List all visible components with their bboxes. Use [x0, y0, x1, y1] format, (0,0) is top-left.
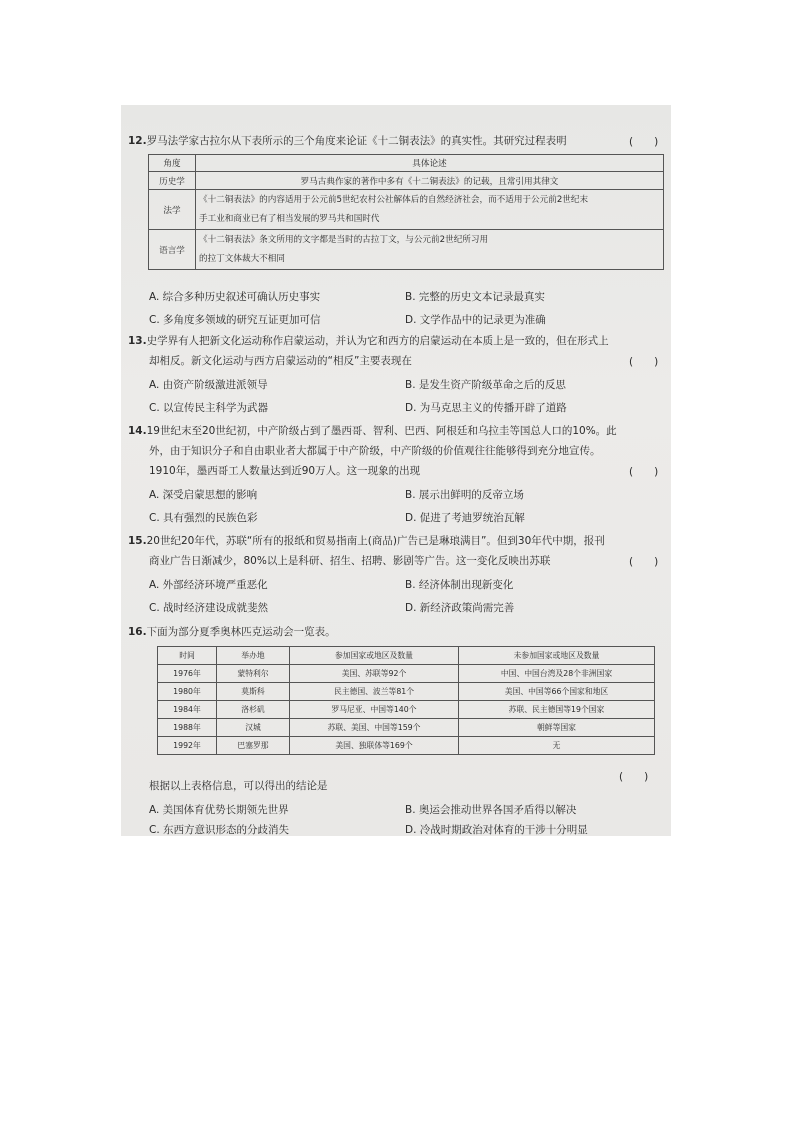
q14-stem-text: 19世纪末至20世纪初，中产阶级占到了墨西哥、智利、巴西、阿根廷和乌拉圭等国总人口的10%。此 — [146, 425, 617, 437]
table-cell: 1992年 — [158, 737, 217, 755]
q16-olympics-table — [157, 646, 655, 755]
table-cell: 罗马古典作家的著作中多有《十二铜表法》的记载，且常引用其律文 — [196, 172, 664, 190]
table-header-cell: 角度 — [149, 155, 196, 172]
q13-answer-paren: ( ) — [629, 356, 659, 368]
table-cell: 1976年 — [158, 665, 217, 683]
cell-line: 的拉丁文体裁大不相同 — [199, 253, 285, 264]
table-cell: 美国、中国等66个国家和地区 — [459, 683, 655, 701]
q16-conclusion: 根据以上表格信息，可以得出的结论是 — [149, 780, 328, 792]
table-cell: 罗马尼亚、中国等140个 — [290, 701, 459, 719]
q15-option-d[interactable]: D. 新经济政策尚需完善 — [405, 602, 515, 614]
table-header-row — [149, 155, 664, 172]
q16-option-d[interactable]: D. 冷战时期政治对体育的干涉十分明显 — [405, 824, 588, 836]
table-row — [149, 172, 664, 190]
table-header-cell: 举办地 — [217, 647, 290, 665]
cell-line: 手工业和商业已有了相当发展的罗马共和国时代 — [199, 213, 380, 224]
q14-stem-line: 1910年，墨西哥工人数量达到近90万人。这一现象的出现 — [149, 465, 421, 477]
table-header-cell: 未参加国家或地区及数量 — [459, 647, 655, 665]
table-cell: 蒙特利尔 — [217, 665, 290, 683]
table-cell: 历史学 — [149, 172, 196, 190]
q13-option-d[interactable]: D. 为马克思主义的传播开辟了道路 — [405, 402, 567, 414]
table-row — [158, 665, 655, 683]
q14-option-c[interactable]: C. 具有强烈的民族色彩 — [149, 512, 258, 524]
table-cell — [196, 230, 664, 270]
q16-option-a[interactable]: A. 美国体育优势长期领先世界 — [149, 804, 289, 816]
q14-number: 14. — [128, 425, 147, 437]
table-cell: 1988年 — [158, 719, 217, 737]
table-cell: 洛杉矶 — [217, 701, 290, 719]
table-cell: 苏联、民主德国等19个国家 — [459, 701, 655, 719]
table-cell: 美国、苏联等92个 — [290, 665, 459, 683]
table-cell — [196, 190, 664, 230]
table-row — [149, 230, 664, 270]
q15-stem-line — [128, 534, 605, 548]
scanned-exam-page — [121, 105, 671, 836]
q13-option-a[interactable]: A. 由资产阶级激进派领导 — [149, 379, 268, 391]
q15-option-a[interactable]: A. 外部经济环境严重恶化 — [149, 579, 268, 591]
q12-number: 12. — [128, 135, 147, 147]
table-row — [158, 683, 655, 701]
table-cell: 苏联、美国、中国等159个 — [290, 719, 459, 737]
cell-line: 《十二铜表法》条文所用的文字都是当时的古拉丁文，与公元前2世纪所习用 — [199, 234, 489, 245]
table-header-cell: 具体论述 — [196, 155, 664, 172]
table-header-row — [158, 647, 655, 665]
q16-option-c[interactable]: C. 东西方意识形态的分歧消失 — [149, 824, 290, 836]
table-cell: 巴塞罗那 — [217, 737, 290, 755]
table-cell: 中国、中国台湾及28个非洲国家 — [459, 665, 655, 683]
q16-answer-paren: ( ) — [619, 771, 649, 783]
table-row — [158, 719, 655, 737]
q13-option-b[interactable]: B. 是发生资产阶级革命之后的反思 — [405, 379, 566, 391]
table-cell: 1984年 — [158, 701, 217, 719]
q12-option-d[interactable]: D. 文学作品中的记录更为准确 — [405, 314, 546, 326]
q12-option-c[interactable]: C. 多角度多领域的研究互证更加可信 — [149, 314, 321, 326]
q14-option-d[interactable]: D. 促进了考迪罗统治瓦解 — [405, 512, 525, 524]
q12-option-a[interactable]: A. 综合多种历史叙述可确认历史事实 — [149, 291, 321, 303]
q16-stem — [128, 625, 336, 639]
q14-stem-line: 外，由于知识分子和自由职业者大都属于中产阶级，中产阶级的价值观往往能够得到充分地宣传。 — [149, 445, 601, 457]
q15-answer-paren: ( ) — [629, 556, 659, 568]
q12-stem — [128, 134, 567, 148]
q16-number: 16. — [128, 626, 147, 638]
table-header-cell: 时间 — [158, 647, 217, 665]
table-header-cell: 参加国家或地区及数量 — [290, 647, 459, 665]
table-row — [158, 737, 655, 755]
q12-option-b[interactable]: B. 完整的历史文本记录最真实 — [405, 291, 545, 303]
table-cell: 法学 — [149, 190, 196, 230]
cell-line: 《十二铜表法》的内容适用于公元前5世纪农村公社解体后的自然经济社会，而不适用于公元前2世纪末 — [199, 194, 589, 205]
q15-number: 15. — [128, 535, 147, 547]
q16-option-b[interactable]: B. 奥运会推动世界各国矛盾得以解决 — [405, 804, 577, 816]
table-cell: 语言学 — [149, 230, 196, 270]
q13-stem-line: 却相反。新文化运动与西方启蒙运动的“相反”主要表现在 — [149, 355, 412, 367]
table-row — [149, 190, 664, 230]
q14-option-a[interactable]: A. 深受启蒙思想的影响 — [149, 489, 258, 501]
table-cell: 莫斯科 — [217, 683, 290, 701]
table-cell: 美国、独联体等169个 — [290, 737, 459, 755]
q14-stem-line — [128, 424, 617, 438]
q14-answer-paren: ( ) — [629, 466, 659, 478]
table-cell: 1980年 — [158, 683, 217, 701]
table-cell: 朝鲜等国家 — [459, 719, 655, 737]
q12-answer-paren: ( ) — [629, 136, 659, 148]
q13-number: 13. — [128, 335, 147, 347]
q12-table — [148, 154, 664, 270]
q16-stem-text: 下面为部分夏季奥林匹克运动会一览表。 — [146, 626, 336, 638]
q15-stem-text: 20世纪20年代，苏联“所有的报纸和贸易指南上(商品)广告已是琳琅满目”。但到30年代中期，报刊 — [146, 535, 605, 547]
q15-option-c[interactable]: C. 战时经济建设成就斐然 — [149, 602, 269, 614]
q15-option-b[interactable]: B. 经济体制出现新变化 — [405, 579, 514, 591]
q12-stem-text: 罗马法学家古拉尔从下表所示的三个角度来论证《十二铜表法》的真实性。其研究过程表明 — [146, 135, 567, 147]
table-cell: 民主德国、波兰等81个 — [290, 683, 459, 701]
table-cell: 无 — [459, 737, 655, 755]
q13-stem-text: 史学界有人把新文化运动称作启蒙运动，并认为它和西方的启蒙运动在本质上是一致的，但在形式上 — [146, 335, 609, 347]
table-cell: 汉城 — [217, 719, 290, 737]
q14-option-b[interactable]: B. 展示出鲜明的反帝立场 — [405, 489, 524, 501]
q13-stem-line — [128, 334, 609, 348]
q13-option-c[interactable]: C. 以宣传民主科学为武器 — [149, 402, 269, 414]
table-row — [158, 701, 655, 719]
q15-stem-line: 商业广告日渐减少，80%以上是科研、招生、招聘、影剧等广告。这一变化反映出苏联 — [149, 555, 551, 567]
